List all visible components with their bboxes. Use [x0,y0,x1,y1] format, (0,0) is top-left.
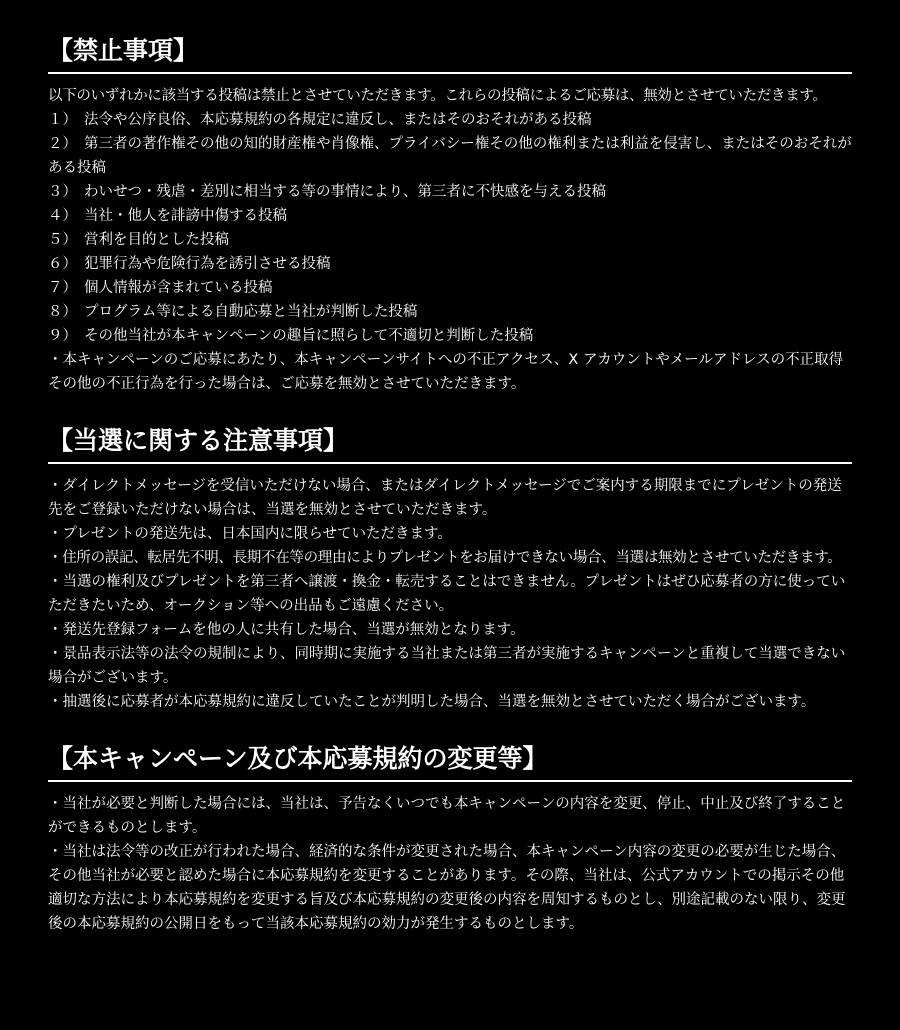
item-number: ８） [48,304,77,320]
paragraph: ・景品表示法等の法令の規制により、同時期に実施する当社または第三者が実施するキャンペーンと重複して当選できない場合がございます。 [48,646,846,686]
item-text: 第三者の著作権その他の知的財産権や肖像権、プライバシー権その他の権利または利益を侵害し、またはそのおそれがある投稿 [48,136,852,176]
item-number: ９） [48,328,77,344]
list-item [48,132,852,180]
section-heading: 【本キャンペーン及び本応募規約の変更等】 [48,742,852,782]
winning-notes-section [48,424,852,714]
item-number: １） [48,112,77,128]
item-number: ７） [48,280,77,296]
item-number: ６） [48,256,77,272]
item-text: 当社・他人を誹謗中傷する投稿 [84,208,287,224]
section-body [48,792,852,936]
note-text: ・本キャンペーンのご応募にあたり、本キャンペーンサイトへの不正アクセス、X アカウントやメールアドレスの不正取得その他の不正行為を行った場合は、ご応募を無効とさせていただきます。 [48,352,844,392]
item-number: ３） [48,184,77,200]
list-item [48,252,852,276]
item-text: その他当社が本キャンペーンの趣旨に照らして不適切と判断した投稿 [84,328,534,344]
intro-text: 以下のいずれかに該当する投稿は禁止とさせていただきます。これらの投稿によるご応募は、無効とさせていただきます。 [48,88,827,104]
section-body [48,474,852,714]
item-text: わいせつ・残虐・差別に相当する等の事情により、第三者に不快感を与える投稿 [84,184,606,200]
item-text: 犯罪行為や危険行為を誘引させる投稿 [84,256,331,272]
paragraph: ・住所の誤記、転居先不明、長期不在等の理由によりプレゼントをお届けできない場合、当選は無効とさせていただきます。 [48,550,842,566]
item-text: 個人情報が含まれている投稿 [84,280,273,296]
paragraph: ・当社が必要と判断した場合には、当社は、予告なくいつでも本キャンペーンの内容を変更、停止、中止及び終了することができるものとします。 [48,796,846,836]
paragraph: ・プレゼントの発送先は、日本国内に限らせていただきます。 [48,526,452,542]
paragraph: ・抽選後に応募者が本応募規約に違反していたことが判明した場合、当選を無効とさせていただく場合がございます。 [48,694,816,710]
list-item [48,228,852,252]
list-item [48,108,852,132]
item-text: プログラム等による自動応募と当社が判断した投稿 [84,304,418,320]
list-item [48,300,852,324]
prohibited-section [48,34,852,396]
paragraph: ・ダイレクトメッセージを受信いただけない場合、またはダイレクトメッセージでご案内する期限までにプレゼントの発送先をご登録いただけない場合は、当選を無効とさせていただきます。 [48,478,842,518]
paragraph: ・発送先登録フォームを他の人に共有した場合、当選が無効となります。 [48,622,525,638]
section-body [48,84,852,396]
item-number: ４） [48,208,77,224]
paragraph: ・当選の権利及びプレゼントを第三者へ譲渡・換金・転売することはできません。プレゼントはぜひ応募者の方に使っていただきたいため、オークション等への出品もご遠慮ください。 [48,574,846,614]
list-item [48,180,852,204]
item-number: ５） [48,232,77,248]
list-item [48,204,852,228]
paragraph: ・当社は法令等の改正が行われた場合、経済的な条件が変更された場合、本キャンペーン内容の変更の必要が生じた場合、その他当社が必要と認めた場合に本応募規約を変更することがあります。その際、当社は、公式アカウントでの掲示その他適切な方法により本応募規約を変更する旨及び本応募規約の変更後の内容を周知するものとし、別途記載のない限り、変更後の本応募規約の公開日をもって当該本応募規約の効力が発生するものとします。 [48,844,846,932]
list-item [48,324,852,348]
changes-section [48,742,852,936]
item-text: 営利を目的とした投稿 [84,232,229,248]
item-number: ２） [48,136,77,152]
section-heading: 【当選に関する注意事項】 [48,424,852,464]
list-item [48,276,852,300]
section-heading: 【禁止事項】 [48,34,852,74]
item-text: 法令や公序良俗、本応募規約の各規定に違反し、またはそのおそれがある投稿 [84,112,592,128]
